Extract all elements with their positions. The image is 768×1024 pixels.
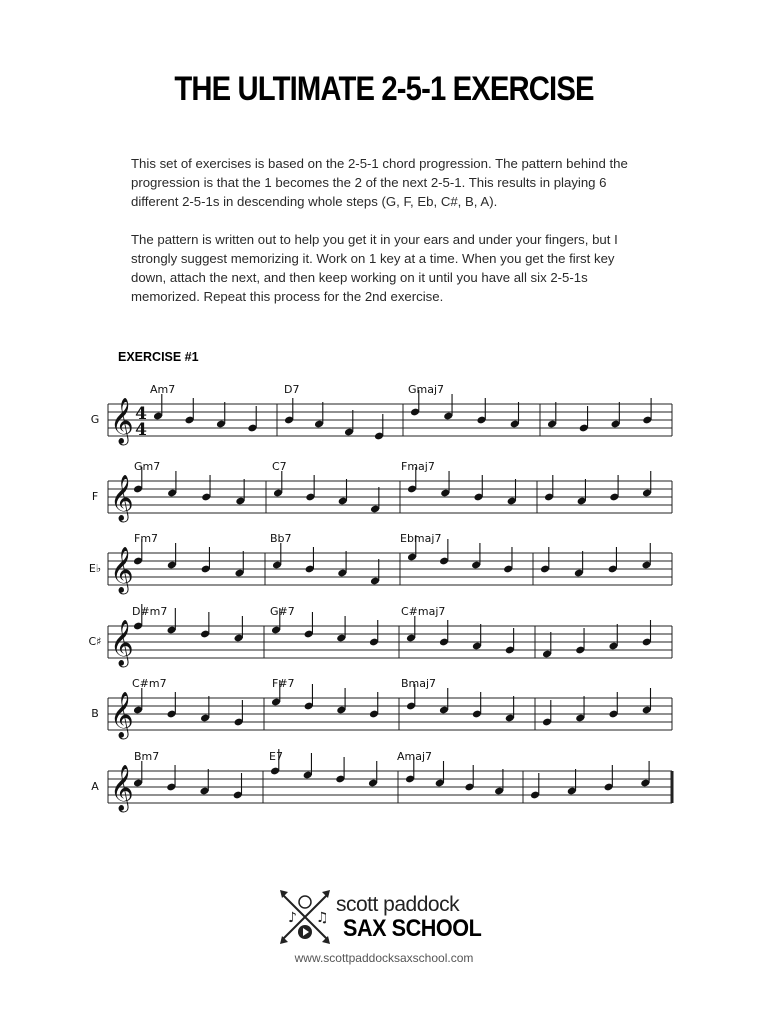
chord-symbol: C#maj7 bbox=[401, 605, 446, 618]
svg-text:♫: ♫ bbox=[316, 910, 329, 926]
chord-symbol: C7 bbox=[272, 460, 287, 473]
chord-symbol: Gmaj7 bbox=[408, 383, 445, 396]
key-label: G bbox=[90, 413, 100, 426]
staff-row bbox=[91, 383, 672, 446]
staff-row bbox=[89, 532, 672, 595]
key-label: E♭ bbox=[88, 562, 102, 575]
treble-clef-icon: 𝄞 bbox=[110, 547, 134, 593]
treble-clef-icon: 𝄞 bbox=[110, 398, 134, 444]
chord-symbol: Ebmaj7 bbox=[400, 532, 442, 545]
chord-symbol: Fm7 bbox=[134, 532, 159, 545]
chord-symbol: Amaj7 bbox=[397, 750, 433, 763]
chord-symbol: F#7 bbox=[272, 677, 295, 690]
chord-symbol: D7 bbox=[284, 383, 300, 396]
chord-symbol: C#m7 bbox=[132, 677, 167, 690]
chord-symbol: Gm7 bbox=[134, 460, 161, 473]
svg-text:♪: ♪ bbox=[288, 910, 297, 926]
intro-paragraph: This set of exercises is based on the 2-5-1 chord progression. The pattern behind the progression is that the 1 becomes the 2 of the next 2-5-1. This results in playing 6 different 2-5-1s in descending whole steps (G, F, Eb, C#, B, A). bbox=[131, 156, 628, 209]
key-label: C♯ bbox=[88, 635, 102, 648]
chord-symbol: D#m7 bbox=[132, 605, 168, 618]
instructions-paragraph: The pattern is written out to help you get it in your ears and under your fingers, but I strongly suggest memorizing it. Work on 1 key at a time. When you get the first key down, attach the next, and then keep working on it until you have all six 2-5-1s memorized. Repeat this process for the 2nd exercise. bbox=[131, 232, 618, 304]
key-label: A bbox=[91, 780, 99, 793]
treble-clef-icon: 𝄞 bbox=[110, 475, 134, 521]
chord-symbol: Bmaj7 bbox=[401, 677, 437, 690]
key-label: F bbox=[91, 490, 99, 503]
staff-row bbox=[88, 604, 672, 668]
logo-school-name: SAX SCHOOL bbox=[343, 915, 482, 942]
website-link[interactable]: www.scottpaddocksaxschool.com bbox=[294, 951, 474, 965]
staff-row bbox=[91, 749, 672, 813]
treble-clef-icon: 𝄞 bbox=[110, 620, 134, 666]
chord-symbol: G#7 bbox=[270, 605, 295, 618]
chord-symbol: Bm7 bbox=[134, 750, 160, 763]
page-title: THE ULTIMATE 2-5-1 EXERCISE bbox=[174, 70, 594, 108]
chord-symbol: Am7 bbox=[150, 383, 176, 396]
chord-symbol: Fmaj7 bbox=[401, 460, 435, 473]
treble-clef-icon: 𝄞 bbox=[110, 765, 134, 811]
treble-clef-icon: 𝄞 bbox=[110, 692, 134, 738]
chord-symbol: Bb7 bbox=[270, 532, 292, 545]
chord-symbol: E7 bbox=[269, 750, 283, 763]
crossed-saxophones-logo-icon bbox=[278, 888, 334, 946]
staff-row bbox=[91, 677, 672, 740]
time-signature-bottom: 4 bbox=[135, 420, 147, 440]
key-label: B bbox=[91, 707, 99, 720]
time-signature-top: 4 bbox=[135, 404, 147, 424]
logo-brand-name: scott paddock bbox=[336, 893, 460, 916]
staff-row bbox=[92, 460, 672, 523]
exercise-title: EXERCISE #1 bbox=[118, 350, 199, 364]
